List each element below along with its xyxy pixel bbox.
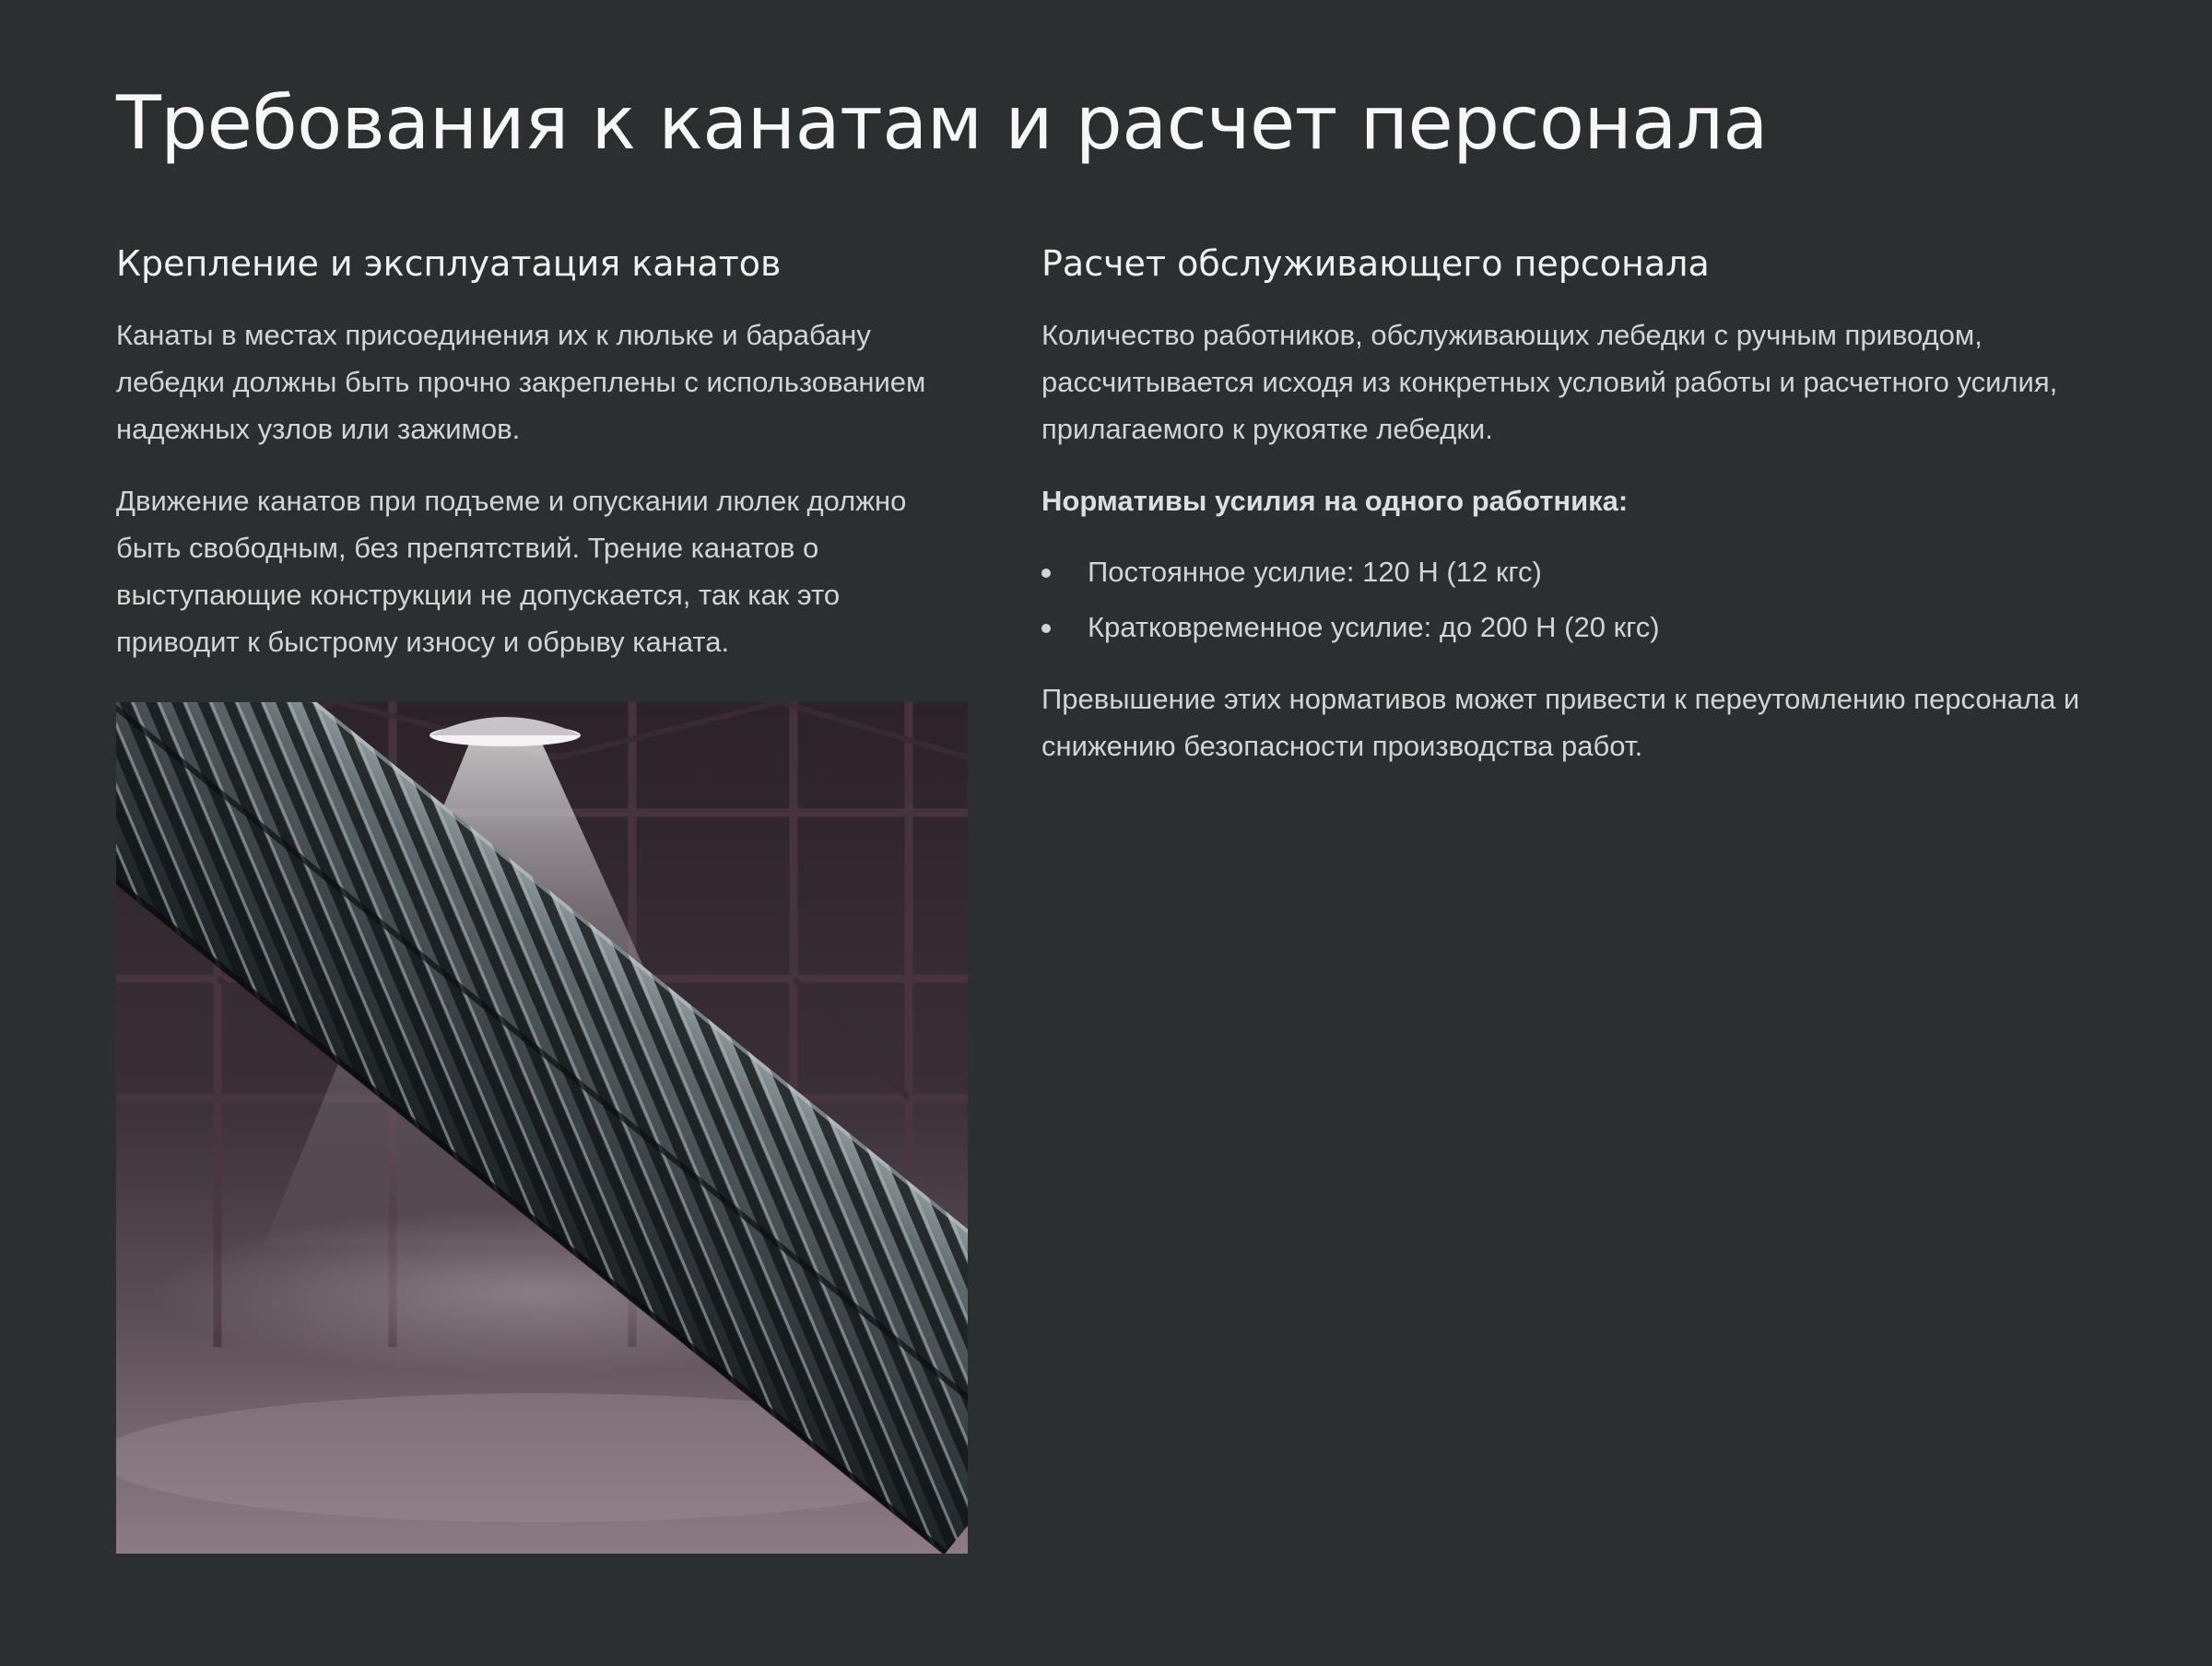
rope-movement-paragraph: Движение канатов при подъеме и опускании люлек должно быть свободным, без препятствий. Трение канатов о выступающие конструкции не допускается, так как это приводит к быстрому износу и обрыву каната. [116, 485, 907, 658]
staff-calculation-section [1041, 236, 2111, 794]
page-title: Требования к канатам и расчет персонала [116, 80, 1768, 166]
steel-rope-illustration [116, 702, 968, 1554]
bullet-icon [1041, 569, 1051, 578]
norm-item-text: Постоянное усилие: 120 Н (12 кгс) [1088, 556, 1542, 588]
staff-conclusion-paragraph: Превышение этих нормативов может привести к переутомлению персонала и снижению безопасности производства работ. [1041, 683, 2080, 762]
norms-list [1041, 545, 2111, 655]
norm-item-short-term [1041, 600, 2111, 655]
rope-attachment-paragraph: Канаты в местах присоединения их к люльке и барабану лебедки должны быть прочно закреплены с использованием надежных узлов или зажимов. [116, 319, 926, 445]
rope-mounting-section [116, 236, 969, 690]
rope-mounting-heading: Крепление и эксплуатация канатов [116, 243, 782, 284]
staff-calculation-heading: Расчет обслуживающего персонала [1041, 243, 1710, 284]
bullet-icon [1041, 624, 1051, 633]
norm-item-text: Кратковременное усилие: до 200 Н (20 кгс) [1088, 611, 1660, 643]
staff-intro-paragraph: Количество работников, обслуживающих лебедки с ручным приводом, рассчитывается исходя из конкретных условий работы и расчетного усилия, прилагаемого к рукоятке лебедки. [1041, 319, 2058, 445]
norms-title: Нормативы усилия на одного работника: [1041, 485, 1629, 517]
norm-item-constant [1041, 545, 2111, 600]
